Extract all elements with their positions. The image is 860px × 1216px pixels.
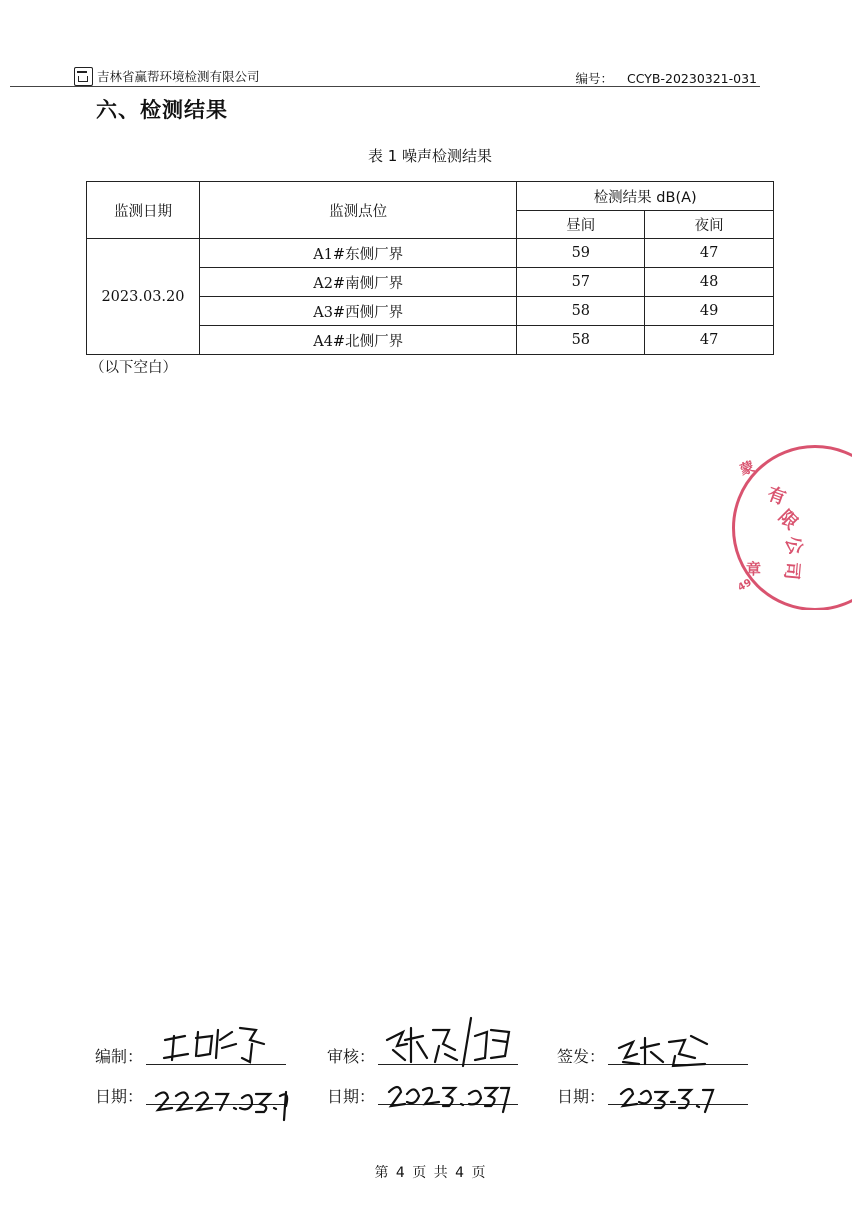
header-day: 昼间	[517, 211, 645, 239]
header-monitor-point: 监测点位	[199, 182, 516, 239]
table-caption: 表 1 噪声检测结果	[367, 147, 493, 165]
day-value-cell: 58	[517, 326, 645, 355]
compiled-signature	[160, 1018, 275, 1066]
report-number-label: 编号：	[575, 71, 614, 86]
seal-number: 49	[736, 577, 754, 594]
night-value-cell: 47	[645, 239, 774, 268]
report-number	[576, 69, 757, 87]
day-value-cell: 59	[517, 239, 645, 268]
blank-below-note: （以下空白）	[90, 360, 177, 376]
section-title: 六、检测结果	[96, 98, 228, 122]
day-value-cell: 58	[517, 297, 645, 326]
reviewed-label: 审核：	[327, 1047, 376, 1066]
point-cell: A3#西侧厂界	[199, 297, 516, 326]
header-night: 夜间	[645, 211, 774, 239]
seal-char: 有	[764, 483, 789, 510]
point-cell: A1#东侧厂界	[199, 239, 516, 268]
issued-date-label: 日期：	[557, 1087, 606, 1106]
company-header	[74, 66, 260, 86]
seal-char: 司	[780, 560, 803, 581]
issued-label: 签发：	[557, 1047, 606, 1066]
monitor-date-cell: 2023.03.20	[87, 239, 200, 355]
seal-char: 公	[780, 533, 807, 558]
compiled-date-label: 日期：	[95, 1087, 144, 1106]
night-value-cell: 48	[645, 268, 774, 297]
reviewed-date-label: 日期：	[327, 1087, 376, 1106]
company-logo-icon	[74, 67, 93, 86]
point-cell: A2#南侧厂界	[199, 268, 516, 297]
point-cell: A4#北侧厂界	[199, 326, 516, 355]
seal-char: 章	[746, 560, 762, 578]
reviewed-date-handwritten	[385, 1074, 515, 1118]
company-seal	[732, 440, 852, 610]
table-row	[87, 239, 774, 268]
header-result: 检测结果 dB(A)	[517, 182, 774, 211]
issued-signature	[615, 1024, 715, 1068]
issued-date-handwritten	[617, 1076, 717, 1116]
night-value-cell: 47	[645, 326, 774, 355]
page-footer: 第 4 页 共 4 页	[374, 1165, 486, 1181]
compiled-label: 编制：	[95, 1047, 144, 1066]
company-name: 吉林省赢帮环境检测有限公司	[97, 69, 260, 84]
noise-results-table	[86, 181, 774, 355]
reviewed-signature	[383, 1010, 518, 1068]
day-value-cell: 57	[517, 268, 645, 297]
compiled-date-handwritten	[152, 1078, 292, 1122]
header-monitor-date: 监测日期	[87, 182, 200, 239]
header-divider	[10, 86, 760, 87]
seal-char: 蒙	[738, 459, 757, 479]
report-number-value: CCYB-20230321-031	[627, 71, 757, 86]
seal-char: 限	[774, 506, 802, 534]
night-value-cell: 49	[645, 297, 774, 326]
